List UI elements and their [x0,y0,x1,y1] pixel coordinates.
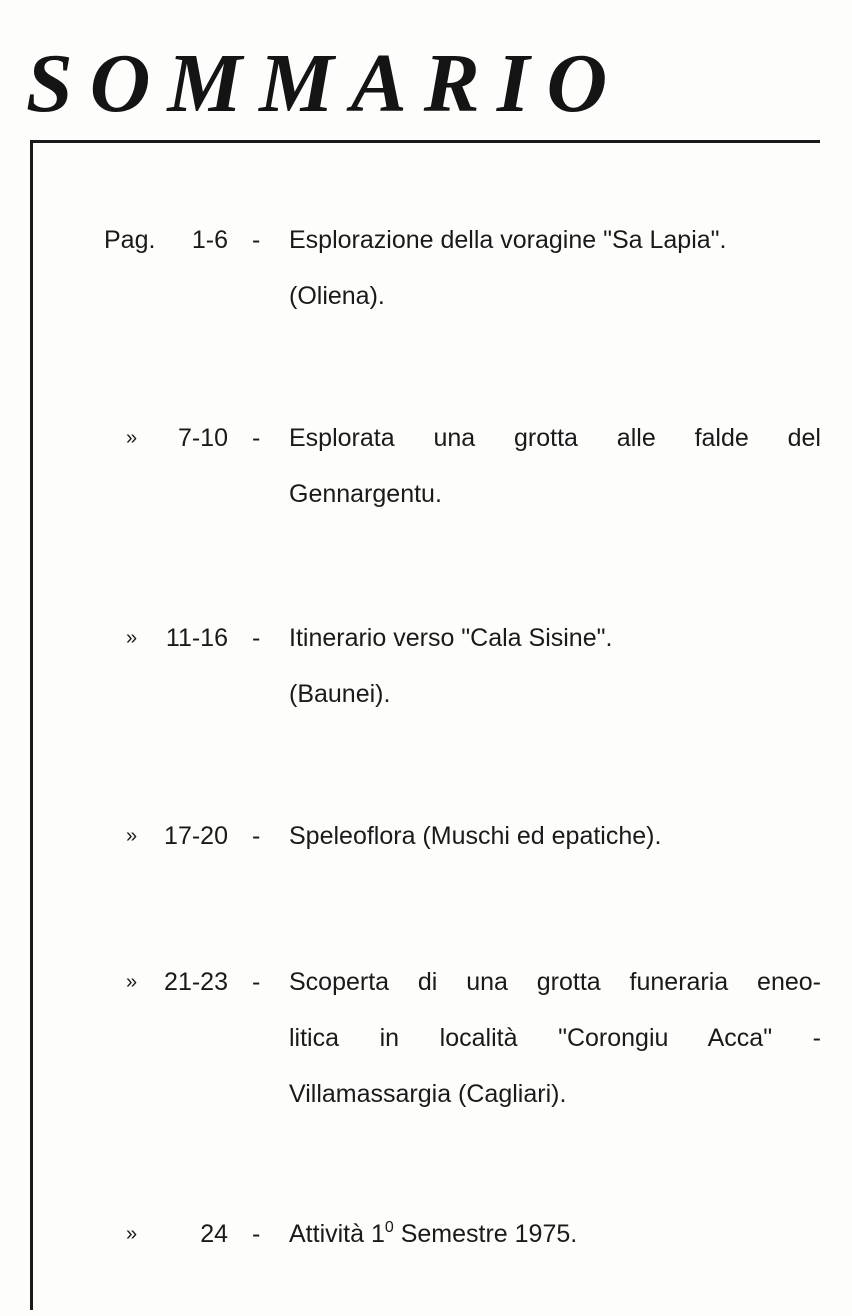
title-line: (Oliena). [289,282,385,310]
separator-dash: - [252,424,261,452]
toc-entry-title [289,954,821,1122]
ditto-mark: » [126,825,138,847]
page-abbrev-label: Pag. [104,226,156,254]
toc-entry-title [289,808,821,864]
page-range: 1-6 [191,226,228,254]
separator-dash: - [252,624,261,652]
title-line: Esplorata una grotta alle falde del [289,424,821,452]
toc-entry-title [289,410,821,522]
page-range: 11-16 [165,624,228,652]
title-line: (Baunei). [289,680,391,708]
title-line: Itinerario verso "Cala Sisine". [289,624,613,652]
title-line: Villamassargia (Cagliari). [289,1080,567,1108]
left-rule [30,140,33,1310]
toc-entry-title [289,212,821,324]
title-text-part: Semestre 1975. [393,1220,578,1248]
separator-dash: - [252,226,261,254]
title-line [289,1206,821,1262]
separator-dash: - [252,968,261,996]
page-range: 24 [200,1220,228,1248]
separator-dash: - [252,822,261,850]
superscript-ordinal: 0 [384,1219,394,1236]
title-line: Gennargentu. [289,480,442,508]
page-range: 7-10 [177,424,228,452]
title-line: Esplorazione della voragine "Sa Lapia". [289,226,727,254]
ditto-mark: » [126,1223,138,1245]
page-title: SOMMARIO [26,37,625,130]
page-range: 21-23 [164,968,228,996]
top-rule [30,140,820,143]
ditto-mark: » [126,627,138,649]
ditto-mark: » [126,971,138,993]
separator-dash: - [252,1220,261,1248]
ditto-mark: » [126,427,138,449]
title-text-part: Attività 1 [289,1220,385,1248]
page-range: 17-20 [164,822,228,850]
title-line: Scoperta di una grotta funeraria eneo- [289,968,821,996]
title-line: litica in località "Corongiu Acca" - [289,1024,821,1052]
toc-entry-title [289,1206,821,1262]
toc-entry-title [289,610,821,722]
title-line: Speleoflora (Muschi ed epatiche). [289,822,662,850]
